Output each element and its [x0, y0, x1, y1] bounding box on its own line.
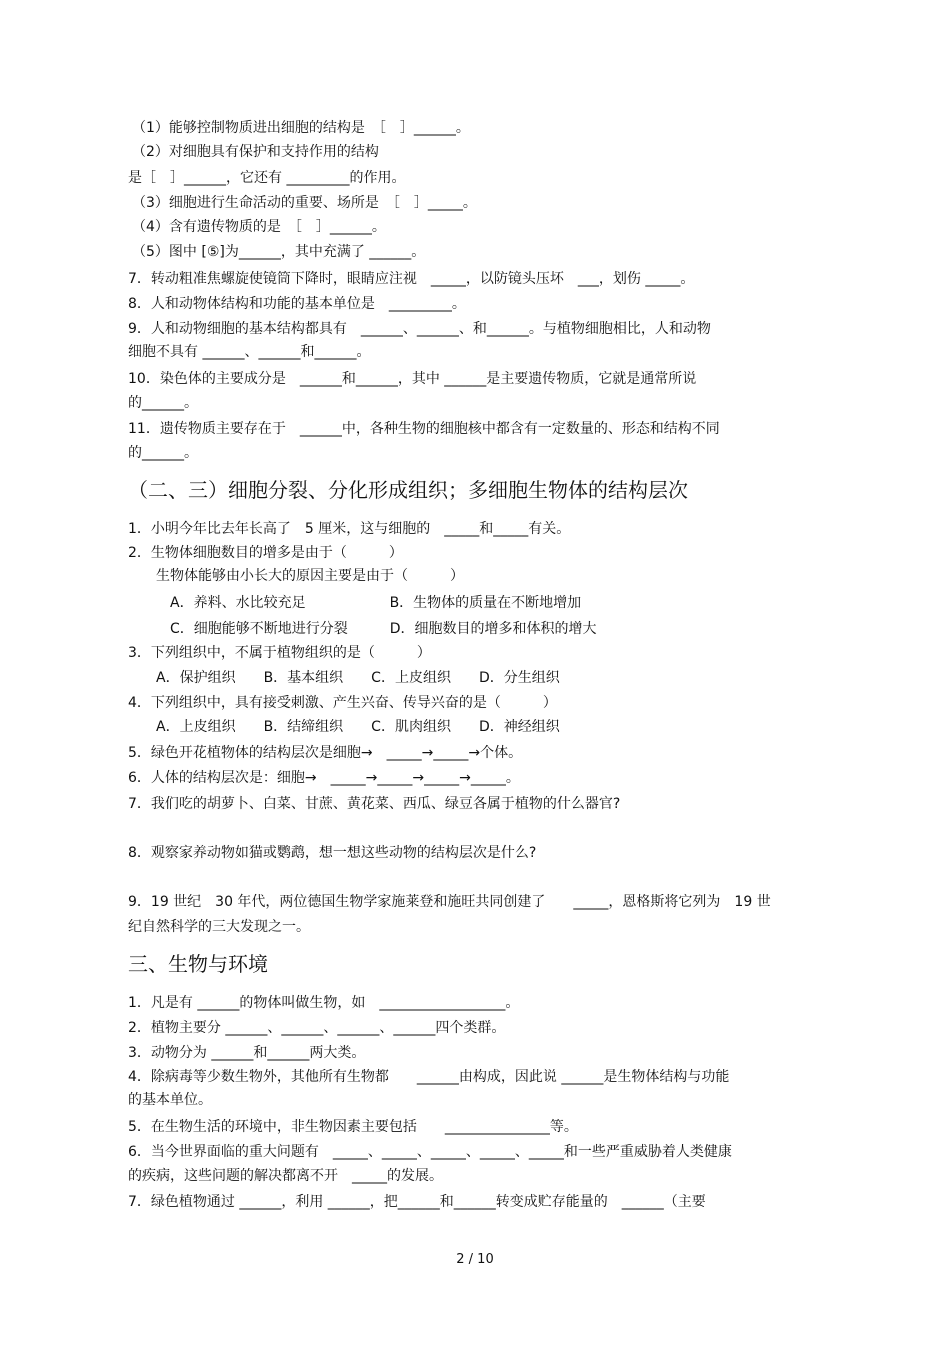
text-line: 7．我们吃的胡萝卜、白菜、甘蔗、黄花菜、西瓜、绿豆各属于植物的什么器官?: [128, 796, 621, 812]
text-line: 5．绿色开花植物体的结构层次是细胞→ _____→_____→个体。: [128, 745, 523, 761]
text-line: （1）能够控制物质进出细胞的结构是 ［ ］______。: [132, 120, 470, 136]
text-line: 9．人和动物细胞的基本结构都具有 ______、______、和______。与植物细胞相比，人和动物: [128, 321, 711, 337]
text-line: （5）图中 [⑤]为______，其中充满了 ______。: [132, 244, 426, 260]
text-line: 是［ ］______，它还有 _________的作用。: [128, 170, 406, 186]
text-line: 5．在生物生活的环境中，非生物因素主要包括 _______________等。: [128, 1119, 578, 1135]
text-line: 4．下列组织中，具有接受刺激、产生兴奋、传导兴奋的是（ ）: [128, 695, 557, 711]
text-line: 生物体能够由小长大的原因主要是由于（ ）: [128, 568, 464, 584]
text-line: 8．观察家养动物如猫或鹦鹉，想一想这些动物的结构层次是什么?: [128, 845, 537, 861]
text-line: 3．动物分为 ______和______两大类。: [128, 1045, 366, 1061]
text-line: 2．生物体细胞数目的增多是由于（ ）: [128, 545, 403, 561]
text-line: 1．凡是有 ______的物体叫做生物，如 __________________。: [128, 995, 520, 1011]
page-number: 2 / 10: [456, 1252, 494, 1267]
text-line: A．上皮组织 B．结缔组织 C．肌肉组织 D．神经组织: [128, 719, 560, 735]
text-line: 6．当今世界面临的重大问题有 _____、_____、_____、_____、_____和一些严重威胁着人类健康: [128, 1144, 732, 1160]
text-line: 11．遗传物质主要存在于 ______中，各种生物的细胞核中都含有一定数量的、形态和结构不同: [128, 421, 720, 437]
section3-heading: 三、生物与环境: [128, 952, 268, 976]
text-line: 的______。: [128, 445, 198, 461]
text-line: 10．染色体的主要成分是 ______和______，其中 ______是主要遗传物质，它就是通常所说: [128, 371, 697, 387]
section2-heading: （二、三）细胞分裂、分化形成组织；多细胞生物体的结构层次: [128, 478, 688, 502]
text-line: 4．除病毒等少数生物外，其他所有生物都 ______由构成，因此说 ______是生物体结构与功能: [128, 1069, 730, 1085]
text-line: 的疾病，这些问题的解决都离不开 _____的发展。: [128, 1168, 443, 1184]
text-line: A．保护组织 B．基本组织 C．上皮组织 D．分生组织: [128, 670, 560, 686]
text-line: 的______。: [128, 395, 198, 411]
text-line: 7．绿色植物通过 ______，利用 ______，把______和______转变成贮存能量的 ______（主要: [128, 1194, 706, 1210]
text-line: 的基本单位。: [128, 1092, 212, 1108]
text-line: （2）对细胞具有保护和支持作用的结构: [132, 144, 379, 160]
text-line: （4）含有遗传物质的是 ［ ］______。: [132, 219, 386, 235]
text-line: 3．下列组织中，不属于植物组织的是（ ）: [128, 645, 431, 661]
text-line: A．养料、水比较充足 B．生物体的质量在不断地增加: [128, 595, 582, 611]
text-line: 细胞不具有 ______、______和______。: [128, 344, 371, 360]
text-line: 9．19 世纪 30 年代，两位德国生物学家施莱登和施旺共同创建了 _____，恩格斯将它列为 19 世: [128, 894, 771, 910]
text-line: 2．植物主要分 ______、______、______、______四个类群。: [128, 1020, 506, 1036]
text-line: 6．人体的结构层次是：细胞→ _____→_____→_____→_____。: [128, 770, 520, 786]
text-line: 纪自然科学的三大发现之一。: [128, 919, 310, 935]
text-line: 1．小明今年比去年长高了 5 厘米，这与细胞的 _____和_____有关。: [128, 521, 571, 537]
text-line: 8．人和动物体结构和功能的基本单位是 _________。: [128, 296, 466, 312]
text-line: （3）细胞进行生命活动的重要、场所是 ［ ］_____。: [132, 195, 477, 211]
text-line: C．细胞能够不断地进行分裂 D．细胞数目的增多和体积的增大: [128, 621, 597, 637]
text-line: 7．转动粗准焦螺旋使镜筒下降时，眼睛应注视 _____，以防镜头压坏 ___，划伤 _____。: [128, 271, 695, 287]
